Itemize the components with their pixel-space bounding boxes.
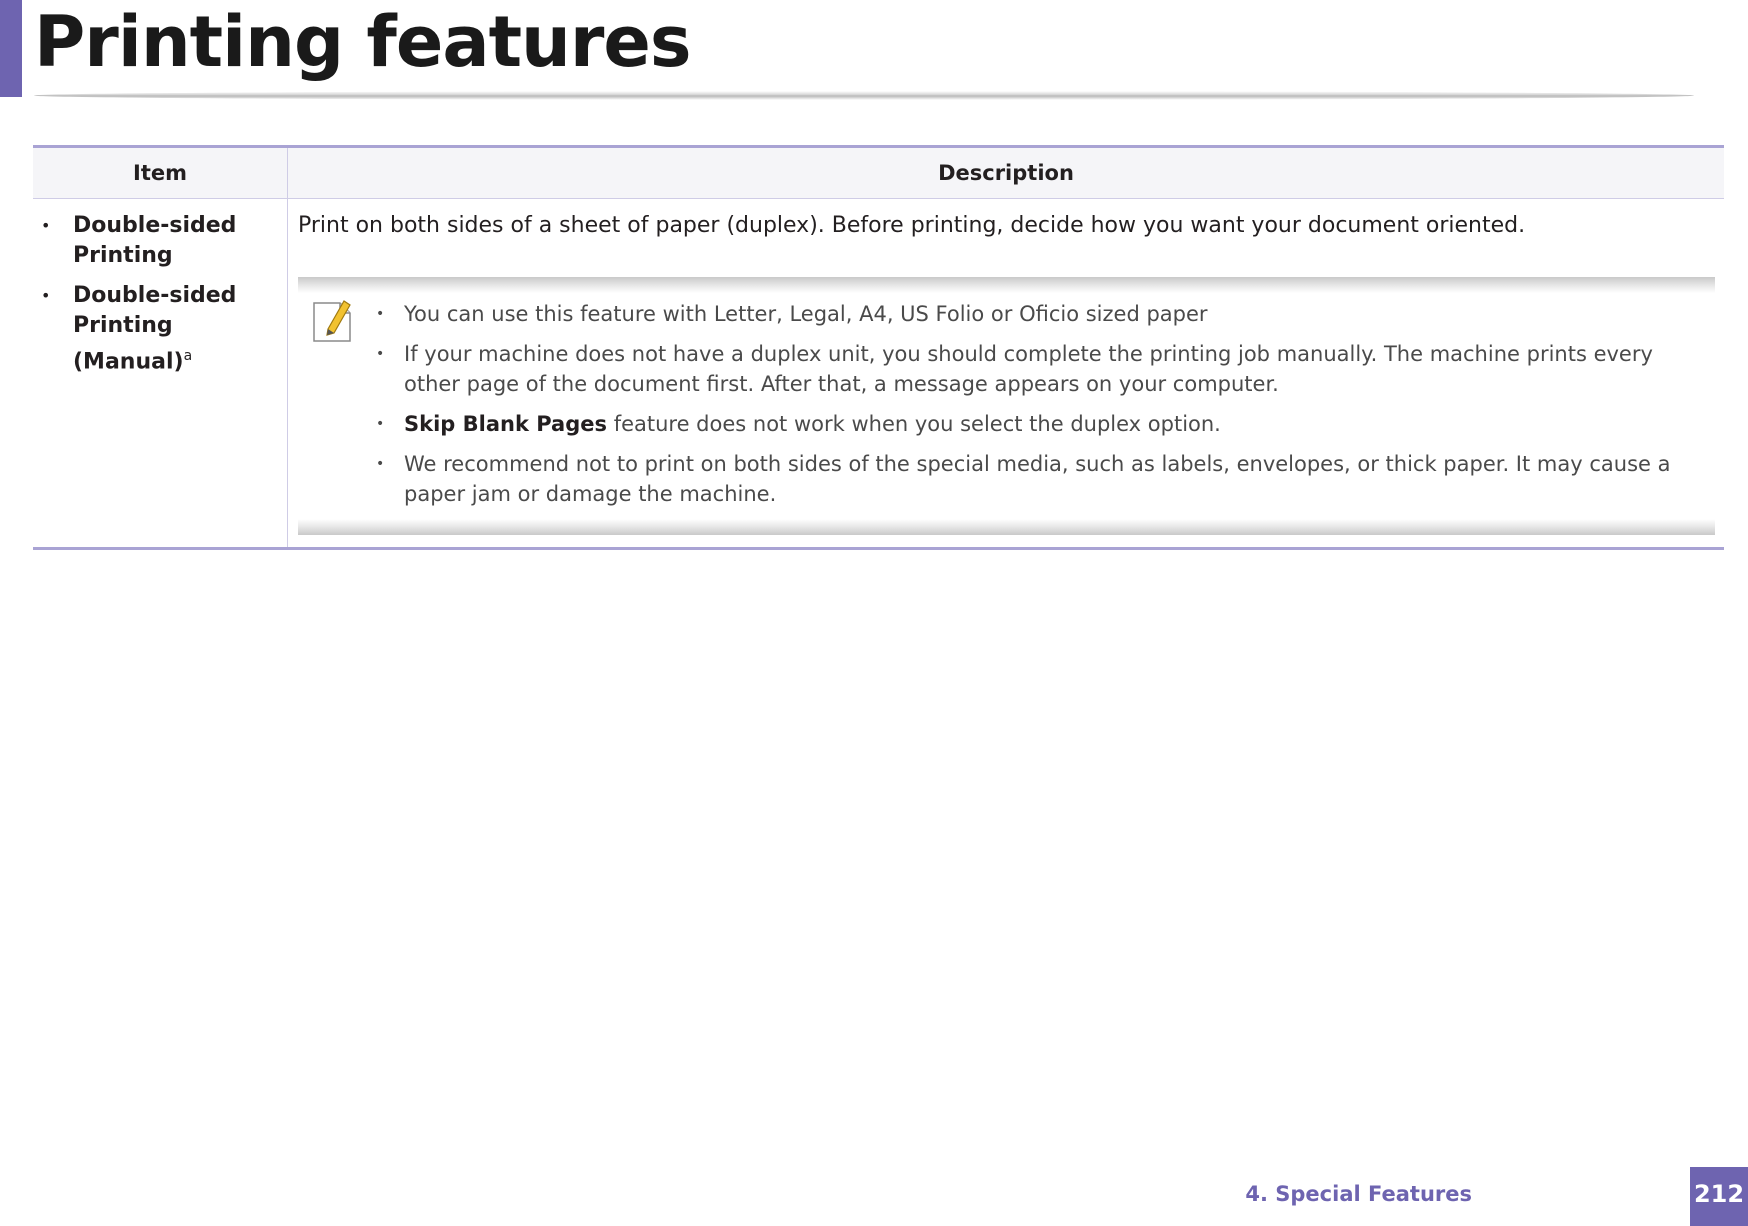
item-list (33, 211, 287, 377)
item-label: Double-sided Printing (Manual) (73, 283, 237, 375)
note-top-edge (298, 277, 1715, 293)
bullet-icon: • (376, 456, 385, 472)
note-bold-term: Skip Blank Pages (404, 412, 608, 436)
page-number-badge: 212 (1690, 1167, 1748, 1226)
note-box (298, 277, 1715, 535)
title-accent-bar (0, 0, 22, 97)
list-item (376, 339, 1715, 399)
note-text: We recommend not to print on both sides of the special media, such as labels, envelopes, or thick paper. It may cause a paper jam or damage the machine. (404, 452, 1671, 506)
list-item (33, 281, 287, 377)
footer-section-label: 4. Special Features (1245, 1182, 1472, 1206)
note-text: feature does not work when you select the duplex option. (607, 412, 1221, 436)
description-text: Print on both sides of a sheet of paper (duplex). Before printing, decide how you want your document oriented. (298, 213, 1526, 238)
column-header-item: Item (33, 147, 288, 199)
page-title: Printing features (34, 1, 691, 83)
item-cell (33, 199, 288, 549)
feature-table (33, 145, 1724, 550)
description-cell (288, 199, 1725, 549)
bullet-icon: • (376, 306, 385, 322)
bullet-icon: • (376, 346, 385, 362)
list-item (376, 449, 1715, 509)
bullet-icon: • (41, 286, 51, 305)
note-text: If your machine does not have a duplex unit, you should complete the printing job manually. The machine prints every other page of the document first. After that, a message appears on your computer. (404, 342, 1653, 396)
note-list (298, 299, 1715, 509)
table-header-row (33, 147, 1724, 199)
title-divider (34, 91, 1694, 100)
item-label: Double-sided Printing (73, 213, 237, 268)
note-bottom-edge (298, 519, 1715, 535)
list-item (376, 409, 1715, 439)
footnote-marker: a (183, 348, 193, 364)
note-text: You can use this feature with Letter, Legal, A4, US Folio or Oficio sized paper (404, 302, 1208, 326)
note-pencil-icon (310, 297, 354, 345)
list-item (376, 299, 1715, 329)
list-item (33, 211, 287, 271)
bullet-icon: • (376, 416, 385, 432)
column-header-description: Description (288, 147, 1725, 199)
bullet-icon: • (41, 216, 51, 235)
table-row (33, 199, 1724, 549)
